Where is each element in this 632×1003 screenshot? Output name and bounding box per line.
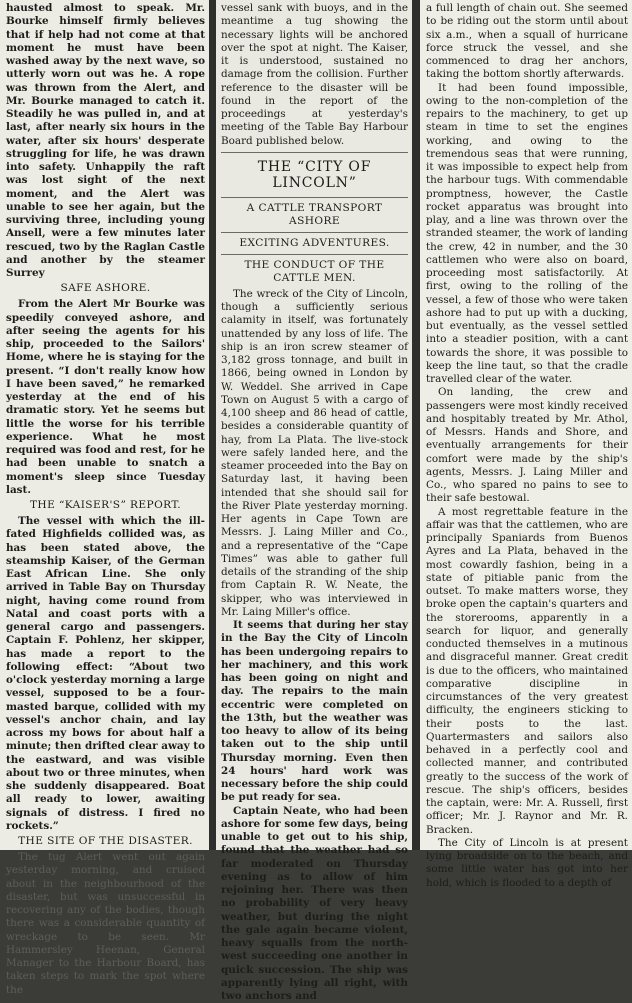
- column-gutter: [209, 0, 216, 850]
- article-paragraph: The wreck of the City of Lincoln, though a sufficiently serious calamity in itself, was fortunately unattended by any loss of life. The ship is an iron screw steamer of 3,182 gross tonnage, and built in 1866, being owned in London by W. Weddel. She arrived in Cape Town on August 5 with a cargo of 4,100 sheep and 86 head of cattle, besides a considerable quantity of hay, from La Plata. The live-stock were safely landed here, and the steamer proceeded into the Bay on Saturday last, it having been intended that she should sail for the River Plate yesterday morning. Her agents in Cape Town are Messrs. J. Laing Miller and Co., and a representative of the “Cape Times” was able to gather full details of the stranding of the ship from Captain R. W. Neate, the skipper, who was interviewed in Mr. Laing Miller's office.: [221, 288, 408, 619]
- divider: [221, 152, 408, 153]
- subheading-exciting-adventures: EXCITING ADVENTURES.: [221, 237, 408, 250]
- article-paragraph: The City of Lincoln is at present lying broadside on to the beach, and some little water has got into her hold, which is flooded to a depth of: [426, 837, 628, 890]
- article-paragraph: The vessel with which the ill-fated Highfields collided was, as has been stated above, the steamship Kaiser, of the German East African Line. She only arrived in Table Bay on Thursday night, having come round from Natal and coast ports with a general cargo and passengers. Captain F. Pohlenz, her skipper, has made a report to the following effect: “About two o'clock yesterday morning a large vessel, supposed to be a four-masted barque, collided with my vessel's anchor chain, and lay across my bows for about half a minute; then drifted clear away to the eastward, and was visible about two or three minutes, when she suddenly disappeared. Boat all ready to lower, awaiting signals of distress. I fired no rockets.”: [6, 515, 205, 833]
- divider: [221, 254, 408, 255]
- article-paragraph: hausted almost to speak. Mr. Bourke himself firmly believes that if help had not come at that moment he must have been washed away by the next wave, so utterly worn out was he. A rope was thrown from the Alert, and Mr. Bourke managed to catch it. Steadily he was pulled in, and at last, after nearly six hours in the water, after six hours' desperate struggling for life, he was drawn into safety. Unhappily the raft was lost sight of the next moment, and the Alert was unable to see her again, but the surviving three, including young Ansell, were a few minutes later rescued, two by the Raglan Castle and another by the steamer Surrey: [6, 2, 205, 280]
- column-middle: [216, 0, 412, 850]
- column-gutter: [412, 0, 420, 850]
- column-right: [420, 0, 632, 850]
- article-paragraph: It seems that during her stay in the Bay the City of Lincoln has been undergoing repairs to her machinery, and this work has been going on night and day. The repairs to the main eccentric were completed on the 13th, but the weather was too heavy to allow of its being taken out to the ship until Thursday morning. Even then 24 hours' hard work was necessary before the ship could be put ready for sea.: [221, 619, 408, 805]
- article-paragraph: From the Alert Mr Bourke was speedily conveyed ashore, and after seeing the agents for his ship, proceeded to the Sailors' Home, where he is staying for the present. “I don't really know how I have been saved,” he remarked yesterday at the end of his dramatic story. Yet he seems but little the worse for his terrible experience. What he most required was food and rest, for he had been unable to snatch a moment's sleep since Tuesday last.: [6, 298, 205, 497]
- article-paragraph: A most regrettable feature in the affair was that the cattlemen, who are principally Spaniards from Buenos Ayres and La Plata, behaved in the most cowardly fashion, being in a state of pitiable panic from the outset. To make matters worse, they broke open the captain's quarters and the storerooms, apparently in a search for liquor, and generally conducted themselves in a mutinous and disgraceful manner. Great credit is due to the officers, who maintained comparative discipline in circumstances of the very greatest difficulty, the engineers sticking to their posts to the last. Quartermasters and sailors also behaved in a perfectly cool and collected manner, and contributed greatly to the success of the work of rescue. The ship's officers, besides the captain, were: Mr. A. Russell, first officer; Mr. J. Raynor and Mr. R. Bracken.: [426, 506, 628, 837]
- subheading-cattle-transport: A CATTLE TRANSPORT ASHORE: [221, 202, 408, 228]
- article-paragraph: vessel sank with buoys, and in the meantime a tug showing the necessary lights will be anchored over the spot at night. The Kaiser, it is understood, sustained no damage from the collision. Further reference to the disaster will be found in the report of the proceedings at yesterday's meeting of the Table Bay Harbour Board published below.: [221, 2, 408, 148]
- subheading-conduct-cattle-men: THE CONDUCT OF THE CATTLE MEN.: [221, 259, 408, 285]
- section-heading-kaiser-report: THE “KAISER'S” REPORT.: [6, 499, 205, 512]
- article-paragraph: On landing, the crew and passengers were most kindly received and hospitably treated by Mr. Athol, of Messrs. Hands and Shore, and eventually arrangements for their comfort were made by the ship's agents, Messrs. J. Laing Miller and Co., who spared no pains to see to their safe bestowal.: [426, 386, 628, 505]
- article-paragraph: It had been found impossible, owing to the non-completion of the repairs to the machinery, to get up steam in time to set the engines working, and owing to the tremendous seas that were running, it was impossible to expect help from the harbour tugs. With commendable promptness, however, the Castle rocket apparatus was brought into play, and a line was thrown over the stranded steamer, the work of landing the crew, 42 in number, and the 30 cattlemen who were also on board, proceeding most satisfactorily. At first, owing to the rolling of the vessel, a few of those who were taken ashore had to put up with a ducking, but eventually, as the vessel settled into a steadier position, with a cant towards the shore, it was possible to keep the line taut, so that the cradle travelled clear of the water.: [426, 82, 628, 387]
- section-heading-site-of-disaster: THE SITE OF THE DISASTER.: [6, 835, 205, 848]
- article-paragraph: Captain Neate, who had been ashore for some few days, being unable to get out to his ship, found that the weather had so far moderated on Thursday evening as to allow of him rejoining her. There was then no probability of very heavy weather, but during the night the gale again became violent, heavy squalls from the north-west succeeding one another in quick succession. The ship was apparently lying all right, with two anchors and: [221, 805, 408, 1003]
- divider: [221, 197, 408, 198]
- headline-city-of-lincoln: THE “CITY OF LINCOLN”: [221, 159, 408, 191]
- column-left: [0, 0, 209, 850]
- article-paragraph: The tug Alert went out again yesterday morning, and cruised about in the neighbourhood of the disaster, but was unsuccessful in recovering any of the bodies, though there was a considerable quantity of wreckage to be seen. Mr Hammersley Heenan, General Manager to the Harbour Board, has taken steps to mark the spot where the: [6, 851, 205, 997]
- section-heading-safe-ashore: SAFE ASHORE.: [6, 282, 205, 295]
- divider: [221, 232, 408, 233]
- article-paragraph: a full length of chain out. She seemed to be riding out the storm until about six a.m., when a squall of hurricane force struck the vessel, and she commenced to drag her anchors, taking the bottom shortly afterwards.: [426, 2, 628, 82]
